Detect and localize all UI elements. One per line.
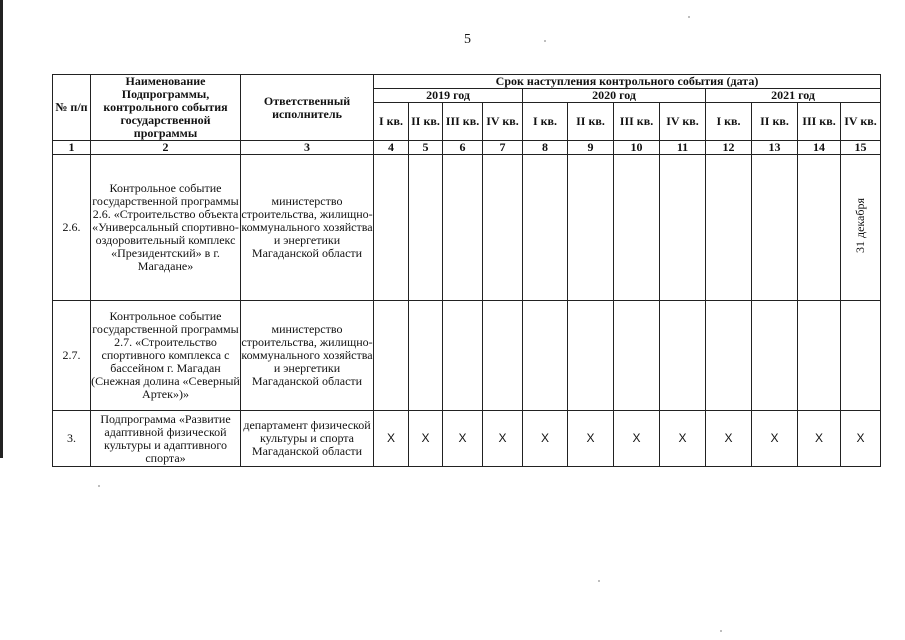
- quarter-cell: [409, 301, 443, 411]
- scan-speck: [720, 630, 722, 632]
- column-number: 10: [614, 141, 660, 155]
- x-mark: Х: [706, 411, 752, 467]
- header-year-2020: 2020 год: [523, 89, 706, 103]
- quarter-cell: [523, 301, 568, 411]
- quarter-cell: [523, 155, 568, 301]
- header-num: № п/п: [53, 75, 91, 141]
- x-mark: Х: [798, 411, 841, 467]
- x-mark: Х: [374, 411, 409, 467]
- row-number: 2.6.: [53, 155, 91, 301]
- table-row: [53, 155, 881, 301]
- scan-speck: [98, 485, 100, 487]
- column-number: 7: [483, 141, 523, 155]
- event-name: Контрольное событие государственной программы 2.6. «Строительство объекта «Универсальный спортивно-оздоровительный комплекс «Президентский» в г. Магадане»: [91, 155, 241, 301]
- column-number: 8: [523, 141, 568, 155]
- header-quarter: IV кв.: [660, 103, 706, 141]
- quarter-cell: [752, 155, 798, 301]
- scan-speck: [598, 580, 600, 582]
- page-number: 5: [464, 32, 471, 47]
- control-events-table: [52, 74, 881, 467]
- header-name: Наименование Подпрограммы, контрольного события государственной программы: [91, 75, 241, 141]
- table-row: [53, 411, 881, 467]
- x-mark: Х: [752, 411, 798, 467]
- x-mark: Х: [523, 411, 568, 467]
- column-number: 3: [241, 141, 374, 155]
- x-mark: Х: [483, 411, 523, 467]
- quarter-cell: [443, 301, 483, 411]
- quarter-cell: [568, 155, 614, 301]
- header-year-2021: 2021 год: [706, 89, 881, 103]
- quarter-cell: [614, 301, 660, 411]
- column-number: 9: [568, 141, 614, 155]
- column-number-row: [53, 141, 881, 155]
- executor: министерство строительства, жилищно-коммунального хозяйства и энергетики Магаданской области: [241, 155, 374, 301]
- quarter-cell: [841, 155, 881, 301]
- event-name: Подпрограмма «Развитие адаптивной физической культуры и адаптивного спорта»: [91, 411, 241, 467]
- quarter-cell: [443, 155, 483, 301]
- header-quarter: IV кв.: [483, 103, 523, 141]
- x-mark: Х: [443, 411, 483, 467]
- event-name: Контрольное событие государственной программы 2.7. «Строительство спортивного комплекса с бассейном г. Магадан (Снежная долина «Северный Артек»)»: [91, 301, 241, 411]
- column-number: 12: [706, 141, 752, 155]
- quarter-cell: [614, 155, 660, 301]
- quarter-cell: [409, 155, 443, 301]
- quarter-cell: [706, 155, 752, 301]
- column-number: 15: [841, 141, 881, 155]
- column-number: 11: [660, 141, 706, 155]
- quarter-cell: [706, 301, 752, 411]
- quarter-cell: [841, 301, 881, 411]
- x-mark: Х: [841, 411, 881, 467]
- quarter-cell: [374, 155, 409, 301]
- header-quarter: III кв.: [614, 103, 660, 141]
- x-mark: Х: [568, 411, 614, 467]
- quarter-cell: [483, 301, 523, 411]
- column-number: 5: [409, 141, 443, 155]
- header-year-2019: 2019 год: [374, 89, 523, 103]
- x-mark: Х: [660, 411, 706, 467]
- quarter-cell: [798, 301, 841, 411]
- deadline-date: 31 декабря: [853, 198, 867, 254]
- header-executor: Ответственный исполнитель: [241, 75, 374, 141]
- header-quarter: I кв.: [523, 103, 568, 141]
- column-number: 13: [752, 141, 798, 155]
- x-mark: Х: [614, 411, 660, 467]
- header-quarter: I кв.: [374, 103, 409, 141]
- quarter-cell: [568, 301, 614, 411]
- quarter-cell: [483, 155, 523, 301]
- header-quarter: I кв.: [706, 103, 752, 141]
- header-quarter: II кв.: [409, 103, 443, 141]
- x-mark: Х: [409, 411, 443, 467]
- header-deadline: Срок наступления контрольного события (дата): [374, 75, 881, 89]
- row-number: 2.7.: [53, 301, 91, 411]
- header-quarter: II кв.: [752, 103, 798, 141]
- quarter-cell: [660, 301, 706, 411]
- quarter-cell: [374, 301, 409, 411]
- scan-edge-line: [0, 0, 3, 458]
- executor: министерство строительства, жилищно-коммунального хозяйства и энергетики Магаданской области: [241, 301, 374, 411]
- scan-speck: [544, 40, 546, 42]
- quarter-cell: [798, 155, 841, 301]
- column-number: 14: [798, 141, 841, 155]
- column-number: 6: [443, 141, 483, 155]
- scan-speck: [688, 16, 690, 18]
- quarter-cell: [660, 155, 706, 301]
- column-number: 4: [374, 141, 409, 155]
- header-quarter: II кв.: [568, 103, 614, 141]
- column-number: 1: [53, 141, 91, 155]
- column-number: 2: [91, 141, 241, 155]
- header-quarter: IV кв.: [841, 103, 881, 141]
- row-number: 3.: [53, 411, 91, 467]
- header-quarter: III кв.: [443, 103, 483, 141]
- table-row: [53, 301, 881, 411]
- header-quarter: III кв.: [798, 103, 841, 141]
- executor: департамент физической культуры и спорта Магаданской области: [241, 411, 374, 467]
- quarter-cell: [752, 301, 798, 411]
